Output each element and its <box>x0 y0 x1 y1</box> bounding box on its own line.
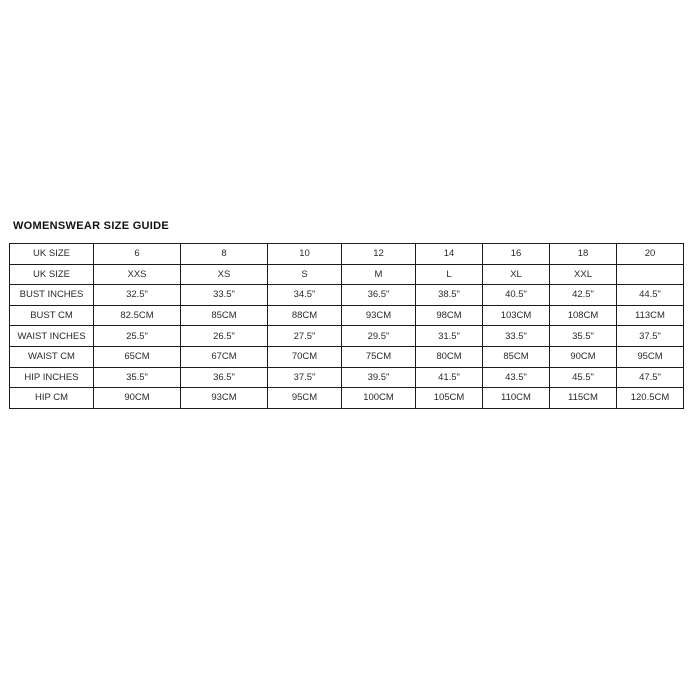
table-cell: 25.5" <box>94 326 181 347</box>
table-cell: 115CM <box>550 388 617 409</box>
table-cell: 93CM <box>181 388 268 409</box>
table-cell: 100CM <box>342 388 416 409</box>
size-guide-table-body <box>10 244 684 409</box>
table-row <box>10 305 684 326</box>
table-cell: 43.5" <box>483 367 550 388</box>
table-cell: 93CM <box>342 305 416 326</box>
table-cell: 110CM <box>483 388 550 409</box>
table-cell: 40.5" <box>483 285 550 306</box>
table-cell: 90CM <box>94 388 181 409</box>
table-cell: 37.5" <box>617 326 684 347</box>
table-cell: 108CM <box>550 305 617 326</box>
table-cell: 35.5" <box>94 367 181 388</box>
table-cell: 75CM <box>342 346 416 367</box>
table-cell: 29.5" <box>342 326 416 347</box>
table-cell: 103CM <box>483 305 550 326</box>
table-row <box>10 326 684 347</box>
table-row <box>10 244 684 265</box>
table-cell: 6 <box>94 244 181 265</box>
row-label: UK SIZE <box>10 244 94 265</box>
table-cell: XS <box>181 264 268 285</box>
row-label: UK SIZE <box>10 264 94 285</box>
table-cell: 8 <box>181 244 268 265</box>
table-cell: 36.5" <box>181 367 268 388</box>
table-cell: 98CM <box>416 305 483 326</box>
table-cell: 39.5" <box>342 367 416 388</box>
row-label: WAIST CM <box>10 346 94 367</box>
size-guide-title: WOMENSWEAR SIZE GUIDE <box>13 220 170 232</box>
table-cell: 65CM <box>94 346 181 367</box>
table-row <box>10 367 684 388</box>
table-row <box>10 264 684 285</box>
table-cell: 95CM <box>268 388 342 409</box>
table-cell: 47.5" <box>617 367 684 388</box>
table-row <box>10 285 684 306</box>
table-cell: 32.5" <box>94 285 181 306</box>
table-cell: 95CM <box>617 346 684 367</box>
table-row <box>10 388 684 409</box>
size-guide-table <box>9 243 684 409</box>
table-cell: XL <box>483 264 550 285</box>
table-cell: 33.5" <box>181 285 268 306</box>
table-cell: 85CM <box>181 305 268 326</box>
table-row <box>10 346 684 367</box>
table-cell: 42.5" <box>550 285 617 306</box>
table-cell: 36.5" <box>342 285 416 306</box>
row-label: HIP CM <box>10 388 94 409</box>
table-cell: 80CM <box>416 346 483 367</box>
table-cell: M <box>342 264 416 285</box>
table-cell: 12 <box>342 244 416 265</box>
table-cell: 16 <box>483 244 550 265</box>
table-cell: XXL <box>550 264 617 285</box>
table-cell: 85CM <box>483 346 550 367</box>
table-cell: 88CM <box>268 305 342 326</box>
table-cell: 31.5" <box>416 326 483 347</box>
table-cell: L <box>416 264 483 285</box>
table-cell: 35.5" <box>550 326 617 347</box>
table-cell: 33.5" <box>483 326 550 347</box>
table-cell: 120.5CM <box>617 388 684 409</box>
table-cell: 41.5" <box>416 367 483 388</box>
row-label: WAIST INCHES <box>10 326 94 347</box>
table-cell: 90CM <box>550 346 617 367</box>
table-cell: 70CM <box>268 346 342 367</box>
table-cell: 105CM <box>416 388 483 409</box>
table-cell: XXS <box>94 264 181 285</box>
table-cell: 26.5" <box>181 326 268 347</box>
table-cell: 27.5" <box>268 326 342 347</box>
table-cell: 44.5" <box>617 285 684 306</box>
table-cell: 82.5CM <box>94 305 181 326</box>
table-cell <box>617 264 684 285</box>
table-cell: 10 <box>268 244 342 265</box>
table-cell: 20 <box>617 244 684 265</box>
table-cell: 38.5" <box>416 285 483 306</box>
table-cell: 67CM <box>181 346 268 367</box>
table-cell: 34.5" <box>268 285 342 306</box>
table-cell: 113CM <box>617 305 684 326</box>
table-cell: 14 <box>416 244 483 265</box>
table-cell: 45.5" <box>550 367 617 388</box>
row-label: HIP INCHES <box>10 367 94 388</box>
table-cell: S <box>268 264 342 285</box>
row-label: BUST INCHES <box>10 285 94 306</box>
row-label: BUST CM <box>10 305 94 326</box>
table-cell: 18 <box>550 244 617 265</box>
table-cell: 37.5" <box>268 367 342 388</box>
